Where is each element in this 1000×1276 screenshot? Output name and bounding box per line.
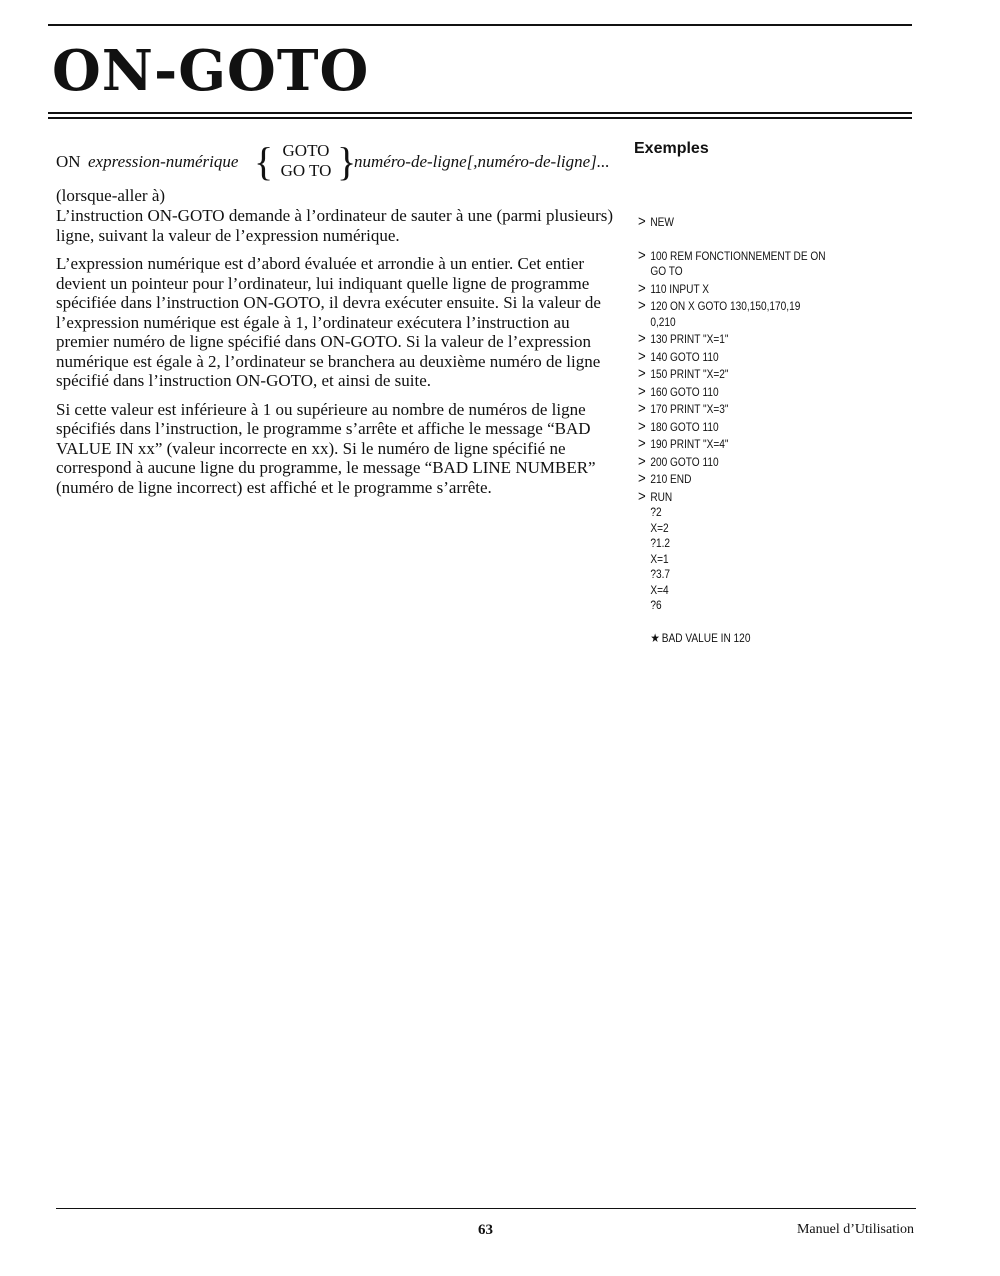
title-rule-upper xyxy=(48,112,912,114)
top-rule xyxy=(48,24,912,26)
syntax-expression: expression-numérique xyxy=(88,152,239,171)
code-text: 140 GOTO 110 xyxy=(650,351,719,364)
paragraph-evaluation: L’expression numérique est d’abord évaluée et arrondie à un entier. Cet entier devient un pointeur pour l’ordinateur, lui indiquant quelle ligne de programme spécifiée dans l’instruction ON-GOTO, il devra exécuter ensuite. Si la valeur de l’expression numérique est égale à 1, l’ordinateur exécutera l’instruction au premier numéro de ligne spécifié dans ON-GOTO. Si la valeur de l’expression numérique est égale à 2, l’ordinateur se branchera au deuxième numéro de ligne spécifié dans l’instruction ON-GOTO, et ainsi de suite. xyxy=(56,254,601,390)
output-line: ?6 xyxy=(650,600,662,612)
syntax-line xyxy=(56,140,626,184)
syntax-option-goto: GOTO xyxy=(282,141,330,160)
page-number: 63 xyxy=(478,1222,493,1238)
output-line: X=4 xyxy=(650,584,669,597)
title-rule-lower xyxy=(48,117,912,119)
code-line xyxy=(638,401,823,419)
code-line xyxy=(638,281,823,299)
right-brace: } xyxy=(337,139,357,184)
prompt-symbol: > xyxy=(638,297,646,314)
code-text: 200 GOTO 110 xyxy=(650,456,719,469)
code-text: 190 PRINT "X=4" xyxy=(650,439,729,451)
code-gap xyxy=(638,232,823,248)
description xyxy=(56,206,616,506)
prompt-symbol: > xyxy=(638,347,646,365)
code-line xyxy=(638,298,823,316)
code-text: 110 INPUT X xyxy=(650,283,710,296)
example-listing xyxy=(638,213,826,647)
examples-heading: Exemples xyxy=(634,140,709,157)
paragraph-errors: Si cette valeur est inférieure à 1 ou supérieure au nombre de numéros de ligne spécifiés dans l’instruction, le programme s’arrête et affiche le message “BAD VALUE IN xx” (valeur incorrecte en xx). Si le numéro de ligne spécifié ne correspond à aucune ligne du programme, le message “BAD LINE NUMBER” (numéro de ligne incorrect) est affiché et le programme s’arrête. xyxy=(56,399,596,497)
code-line xyxy=(638,214,823,232)
error-line xyxy=(638,631,823,648)
code-line xyxy=(638,331,823,349)
code-text: 130 PRINT "X=1" xyxy=(650,334,729,346)
code-line xyxy=(638,454,823,472)
code-line xyxy=(638,246,826,266)
output-line: ?3.7 xyxy=(650,569,671,581)
prompt-symbol: > xyxy=(638,435,646,452)
code-line-continued: 0,210 xyxy=(650,316,676,329)
output-line: X=1 xyxy=(650,553,669,566)
code-text: 120 ON X GOTO 130,150,170,19 xyxy=(650,301,801,313)
output-line: X=2 xyxy=(650,522,669,535)
run-command: RUN xyxy=(650,491,673,504)
prompt-symbol: > xyxy=(638,246,646,264)
syntax-arguments: numéro-de-ligne[,numéro-de-ligne]... xyxy=(354,152,610,171)
syntax-keyword: ON xyxy=(56,152,81,171)
code-line xyxy=(638,384,823,402)
left-brace: { xyxy=(254,139,274,184)
code-line xyxy=(638,366,823,384)
output-line: ?2 xyxy=(650,507,662,519)
prompt-symbol: > xyxy=(638,452,646,470)
code-line xyxy=(638,419,823,437)
code-text: 150 PRINT "X=2" xyxy=(650,369,729,381)
prompt-symbol: > xyxy=(638,330,646,347)
output-line: ?1.2 xyxy=(650,538,671,550)
code-line xyxy=(638,471,823,489)
code-line xyxy=(638,489,823,507)
prompt-symbol: > xyxy=(638,382,646,400)
prompt-symbol: > xyxy=(638,213,646,230)
star-icon: ★ xyxy=(650,630,660,645)
syntax-option-go-to: GO TO xyxy=(280,161,332,180)
code-gap xyxy=(638,615,823,631)
code-text: 160 GOTO 110 xyxy=(650,386,719,399)
code-line xyxy=(638,436,823,454)
prompt-symbol: > xyxy=(638,400,646,417)
code-text: 170 PRINT "X=3" xyxy=(650,404,729,416)
prompt-symbol: > xyxy=(638,279,646,297)
code-text: 180 GOTO 110 xyxy=(650,421,719,434)
prompt-symbol: > xyxy=(638,470,646,487)
prompt-symbol: > xyxy=(638,487,646,505)
page-title: ON-GOTO xyxy=(52,38,370,104)
error-message: BAD VALUE IN 120 xyxy=(661,632,751,645)
manual-name: Manuel d’Utilisation xyxy=(796,1222,914,1237)
code-line-continued: GO TO xyxy=(650,266,683,278)
prompt-symbol: > xyxy=(638,365,646,382)
code-line xyxy=(638,349,823,367)
code-text: 100 REM FONCTIONNEMENT DE ON xyxy=(650,250,826,263)
new-command: NEW xyxy=(650,217,674,229)
prompt-symbol: > xyxy=(638,417,646,435)
paragraph-intro: L’instruction ON-GOTO demande à l’ordinateur de sauter à une (parmi plusieurs) ligne, suivant la valeur de l’expression numérique. xyxy=(56,206,614,245)
code-text: 210 END xyxy=(650,474,692,486)
footer-rule xyxy=(56,1208,916,1209)
syntax-translation: (lorsque-aller à) xyxy=(56,186,166,205)
